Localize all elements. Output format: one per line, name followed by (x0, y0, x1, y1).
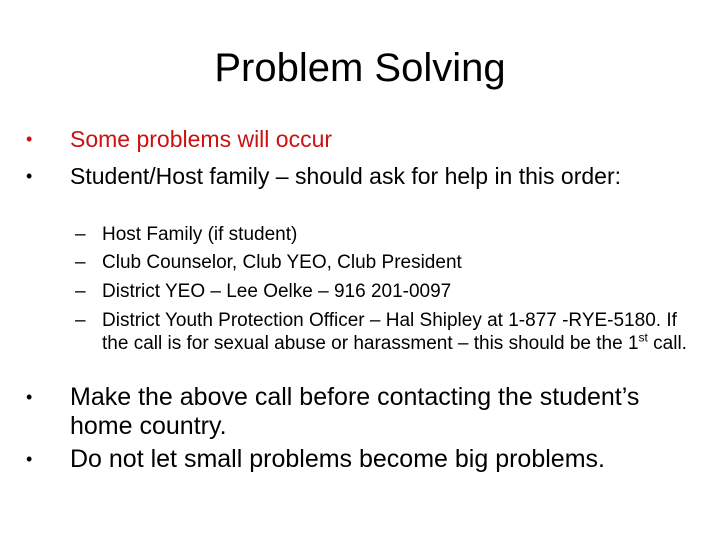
dash-icon: – (75, 252, 86, 273)
bullet-item (26, 445, 696, 474)
ordinal-superscript: st (638, 330, 648, 345)
dash-icon: – (75, 224, 86, 245)
sub-bullet-text-before: District Youth Protection Officer – Hal Shipley at 1-877 -RYE-5180. If the call is for sexual abuse or harassment – this should be the 1 (102, 310, 677, 354)
sub-bullet-text: Host Family (if student) (102, 224, 298, 245)
bullet-item (26, 383, 696, 441)
bullet-icon: • (26, 449, 33, 469)
bullet-icon: • (26, 166, 33, 186)
sub-bullet-item (75, 280, 695, 303)
sub-bullet-text: Club Counselor, Club YEO, Club President (102, 252, 462, 273)
bullet-text: Do not let small problems become big problems. (70, 445, 605, 473)
dash-icon: – (75, 310, 86, 331)
dash-icon: – (75, 281, 86, 302)
sub-bullet-item (75, 251, 695, 274)
bullet-icon: • (26, 387, 33, 407)
bullet-icon: • (26, 129, 33, 149)
bullet-text: Make the above call before contacting the student’s home country. (70, 383, 640, 440)
sub-bullet-item (75, 309, 695, 355)
bullet-text: Student/Host family – should ask for help in this order: (70, 163, 622, 189)
sub-bullet-text (102, 309, 695, 355)
bullet-text: Some problems will occur (70, 126, 333, 152)
bullet-item (26, 163, 696, 190)
slide-title: Problem Solving (214, 46, 506, 90)
sub-bullet-item (75, 223, 695, 246)
sub-bullet-text-after: call. (647, 333, 687, 354)
bullet-item (26, 126, 696, 153)
sub-bullet-text: District YEO – Lee Oelke – 916 201-0097 (102, 281, 452, 302)
